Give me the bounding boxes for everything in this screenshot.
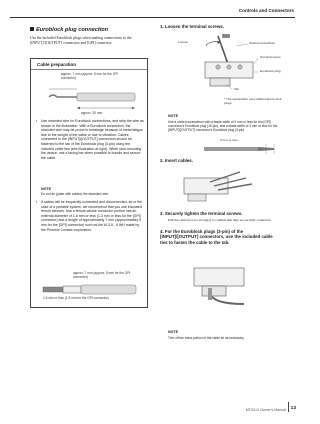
bullet-stranded-wire: • Use stranded wire for Euroblock connections, and strip the wire as shown in the illustration. With a Euroblock connection, the stranded wire may be prone to breakage because of metal fatigue due to the weight of the cable or due to vibration. Cables connected to the [INPUT]/[OUTPUT] connectors should be fastened to the tab of the Euroblock plug (3-pin) using the included cable ties (see illustration at right). When rack-mounting the device, use a lacing bar when possible to bundle and secure the cable.: [36, 119, 144, 160]
footer-divider: [288, 402, 289, 412]
screwdriver-blade-illustration: [200, 144, 280, 154]
step-4-title: 4. For the Euroblock plugs (3-pin) of the [INPUT]/[OUTPUT] connectors, use the included cable ties to fasten the cable to the tab.: [160, 229, 273, 245]
strip-length-callout: approx. 7 mm (approx. 5 mm for the GPI connector): [61, 72, 119, 80]
loosen-label: Loosen: [178, 40, 189, 44]
note-text: Do not tin (plate with solder) the stranded wire.: [41, 192, 110, 196]
manual-title: MTX5-D Owner's Manual: [245, 408, 286, 412]
tab-label: Tab: [234, 87, 239, 91]
ferrule-length-callout: approx. 7 mm (approx. 5 mm for the GPI connector): [73, 271, 131, 279]
step-3-text: Pull the cable (not too strongly) to confirm that they are securely connected.: [168, 218, 272, 222]
page-number: 13: [290, 406, 296, 411]
terminal-screw-label: Terminal screw: [260, 55, 281, 59]
step-1-title: 1. Loosen the terminal screws.: [160, 24, 224, 29]
step-2-title: 2. Insert cables.: [160, 158, 193, 163]
header-rule: [10, 17, 295, 18]
ferrule-diameter-callout: 1.6 mm or less (1.3 mm for the GPI connector): [43, 296, 109, 300]
page-header-title: Controls and Connectors: [238, 8, 294, 13]
euroblock-plug-label: Euroblock plug: [260, 69, 281, 73]
note-1-label: NOTE: [168, 114, 178, 118]
section-heading: [30, 27, 108, 33]
bullet-ferrule: • If cables will be frequently connected and disconnected, as in the case of a portable system, we recommend that you use insulated ferrule sleeves. Use a ferrule whose conductor portion has an external diameter of 1.6 mm or less (1.3 mm or less for the [GPI] connector) and a length of approximately 7 mm (approximately 5 mm for the [GPI] connector) such as the AI 0.5 - 6 WH made by the Phoenix Contact corporation.: [36, 200, 144, 232]
cable-tie-illustration: [184, 258, 274, 310]
ferrule-illustration: [41, 283, 141, 297]
footnote: * The explanation uses tabbed Eurob-lock plugs.: [224, 97, 282, 105]
square-bullet-icon: [30, 27, 34, 31]
note-2-text: Trim off the extra portion of the cable tie as necessary.: [168, 336, 245, 340]
slotted-screwdriver-label: Slotted screwdriver: [249, 41, 276, 45]
cable-preparation-box: [30, 58, 148, 308]
stripped-wire-illustration: [47, 87, 137, 103]
section-heading-text: Euroblock plug connection: [36, 27, 109, 33]
note-1-text: Use a slotted screwdriver with a blade width of 3 mm or less for the [GPI] connector's Euroblock plug (16-pin), and a blade width of 3 mm or less for the [INPUT]/[OUTPUT] connector's Euroblock plug (3-pin).: [168, 120, 278, 133]
strip-30mm-callout: approx. 30 mm: [81, 111, 103, 115]
note-label: NOTE: [41, 187, 51, 191]
insert-cables-illustration: [180, 168, 270, 208]
intro-paragraph: Use the included Euroblock plugs when making connections to the [INPUT]/[OUTPUT] connectors and [GPI] connector.: [30, 36, 132, 46]
blade-width-label: 3 mm or less: [220, 138, 238, 142]
title-rule: [31, 69, 147, 70]
step-3-title: 3. Securely tighten the terminal screws.: [160, 211, 243, 216]
note-2-label: NOTE: [168, 330, 178, 334]
cable-preparation-title: Cable preparation: [37, 62, 77, 67]
